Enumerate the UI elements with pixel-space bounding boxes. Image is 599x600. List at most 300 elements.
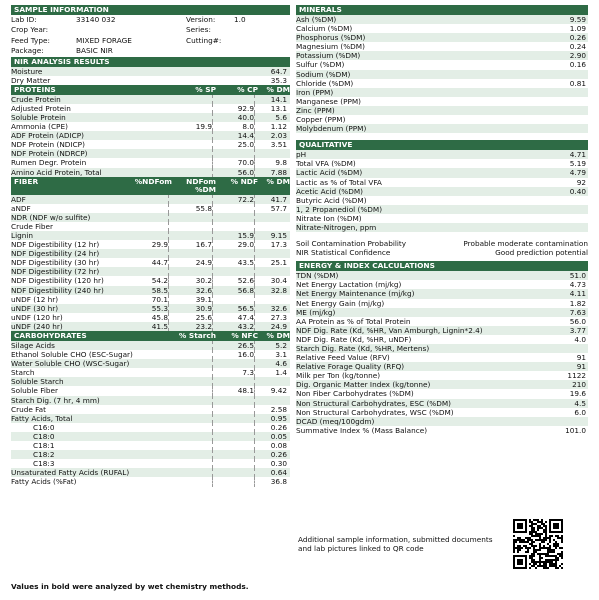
row-value: 70.0 — [213, 158, 255, 167]
table-row — [11, 204, 290, 213]
row-value — [169, 468, 213, 477]
row-label: C18:1 — [33, 441, 55, 451]
row-value — [169, 396, 213, 405]
col-ndfom-dm-header: NDFom %DM — [186, 176, 216, 194]
row-value: 25.1 — [270, 258, 287, 268]
row-label: Starch Dig. Rate (Kd, %HR, Mertens) — [296, 344, 430, 353]
row-value: 9.59 — [569, 15, 586, 24]
row-value: 9.42 — [270, 386, 287, 396]
row-label: Sulfur (%DM) — [296, 60, 345, 70]
row-value: Probable moderate contamination — [463, 239, 588, 249]
row-value — [526, 223, 586, 232]
row-label: aNDF — [11, 203, 31, 213]
row-value — [255, 295, 287, 304]
row-label: TDN (%DM) — [296, 271, 339, 281]
row-value — [213, 423, 255, 432]
row-label: Lignin — [11, 230, 34, 240]
row-label: C16:0 — [33, 422, 55, 432]
table-row — [296, 88, 588, 97]
row-value — [123, 249, 169, 258]
lab-id-label: Lab ID: — [11, 15, 37, 24]
row-label: Rumen Degr. Protein — [11, 158, 87, 168]
contamination-table — [296, 239, 588, 257]
row-value: 1.12 — [270, 122, 287, 132]
table-row — [296, 426, 588, 435]
row-value: 3.77 — [569, 325, 586, 335]
row-label: NDF Digestibility (72 hr) — [11, 267, 100, 277]
row-value: 29.9 — [123, 240, 169, 249]
row-value: 14.1 — [270, 94, 287, 104]
row-value: 0.26 — [270, 422, 287, 432]
row-value — [213, 432, 255, 441]
row-label: C18:0 — [33, 431, 55, 441]
table-row — [296, 124, 588, 133]
row-label: Net Energy Lactation (mj/kg) — [296, 280, 402, 290]
row-value: 9.15 — [270, 230, 287, 240]
col-ndfom-header: %NDFom — [134, 176, 172, 186]
info-row — [11, 46, 290, 56]
table-row — [296, 15, 588, 24]
row-value: 4.6 — [275, 359, 287, 369]
row-value: 5.6 — [275, 112, 287, 122]
table-row — [11, 359, 290, 368]
row-label: Amino Acid Protein, Total — [11, 167, 102, 177]
table-row — [296, 70, 588, 79]
energy-header — [296, 261, 588, 271]
row-value: 3.51 — [270, 140, 287, 150]
row-label: NDF Digestibility (24 hr) — [11, 249, 100, 259]
row-value — [213, 249, 255, 258]
row-value: 5.19 — [569, 159, 586, 169]
row-label: uNDF (120 hr) — [11, 312, 63, 322]
row-value: 36.8 — [270, 477, 287, 487]
proteins-header — [11, 85, 290, 95]
table-row — [296, 408, 588, 417]
table-row — [296, 196, 588, 205]
row-value — [173, 158, 213, 167]
row-value — [213, 359, 255, 368]
table-row — [11, 258, 290, 267]
row-value — [169, 414, 213, 423]
row-value: 40.0 — [213, 113, 255, 122]
row-value: 56.0 — [213, 168, 255, 177]
row-value: 13.1 — [270, 103, 287, 113]
row-value — [123, 222, 169, 231]
row-label: Summative Index % (Mass Balance) — [296, 425, 428, 435]
row-value: 0.64 — [270, 468, 287, 478]
table-row — [11, 441, 290, 450]
table-row — [296, 168, 588, 177]
row-value: 4.79 — [569, 168, 586, 178]
row-label: Iron (PPM) — [296, 87, 334, 97]
qr-code-icon[interactable] — [513, 519, 563, 569]
additional-info-note: Additional sample information, submitted documents and lab pictures linked to QR code — [298, 535, 493, 554]
fiber-title: FIBER — [14, 176, 39, 186]
row-value — [213, 396, 255, 405]
row-label: Non Fiber Carbohydrates (%DM) — [296, 389, 414, 399]
row-value — [213, 267, 255, 276]
row-label: Starch Dig. (7 hr, 4 mm) — [11, 395, 100, 405]
row-value — [255, 213, 287, 222]
row-label: Butyric Acid (%DM) — [296, 195, 367, 205]
row-value: 1122 — [567, 371, 586, 381]
row-label: NDF Digestibility (30 hr) — [11, 258, 100, 268]
row-value: 72.2 — [213, 195, 255, 204]
row-label: Phosphorus (%DM) — [296, 33, 366, 43]
row-value — [169, 222, 213, 231]
row-value: 43.5 — [213, 258, 255, 267]
row-value: 1.09 — [569, 24, 586, 34]
energy-table — [296, 271, 588, 435]
row-label: Crude Fat — [11, 404, 47, 414]
row-value — [169, 341, 213, 350]
row-label: Nitrate-Nitrogen, ppm — [296, 222, 377, 232]
row-label: Net Energy Maintenance (mj/kg) — [296, 289, 415, 299]
row-label: Fatty Acids, Total — [11, 413, 73, 423]
table-row — [11, 405, 290, 414]
row-value: 64.7 — [270, 66, 287, 76]
row-value — [169, 231, 213, 240]
table-row — [296, 187, 588, 196]
table-row — [11, 67, 290, 76]
table-row — [11, 368, 290, 377]
row-value — [169, 368, 213, 377]
row-label: NDF Dig. Rate (Kd, %HR, uNDF) — [296, 334, 412, 344]
table-row — [11, 76, 290, 85]
row-value: 1.82 — [569, 298, 586, 308]
table-row — [296, 399, 588, 408]
row-value: 51.0 — [569, 271, 586, 281]
table-row — [296, 335, 588, 344]
row-value — [169, 405, 213, 414]
table-row — [11, 386, 290, 395]
table-row — [296, 239, 588, 248]
row-label: DCAD (meq/100gdm) — [296, 416, 375, 426]
row-label: NIR Statistical Confidence — [296, 248, 391, 258]
row-label: ADF Protein (ADICP) — [11, 131, 84, 141]
row-value: 19.9 — [173, 122, 213, 131]
table-row — [296, 353, 588, 362]
table-row — [296, 389, 588, 398]
row-label: C18:2 — [33, 450, 55, 460]
table-row — [296, 317, 588, 326]
cutting-label: Cutting#: — [186, 35, 222, 45]
row-value: 0.40 — [569, 186, 586, 196]
row-value — [169, 450, 213, 459]
info-row — [11, 15, 290, 25]
nir-header — [11, 57, 290, 67]
table-row — [11, 468, 290, 477]
table-row — [296, 248, 588, 257]
package-label: Package: — [11, 46, 44, 56]
row-value — [213, 450, 255, 459]
row-value: Good prediction potential — [495, 248, 588, 258]
col-fiber-dm-header: % DM — [266, 176, 290, 186]
row-label: NDF Digestibility (12 hr) — [11, 240, 100, 250]
row-value: 91 — [576, 362, 586, 372]
row-label: C18:3 — [33, 459, 55, 469]
row-value — [526, 196, 586, 205]
table-row — [11, 231, 290, 240]
minerals-title: MINERALS — [299, 5, 342, 14]
row-value — [123, 267, 169, 276]
row-value: 41.5 — [123, 322, 169, 331]
col-ndf-header: % NDF — [230, 176, 258, 186]
row-label: uNDF (240 hr) — [11, 321, 63, 331]
row-value — [169, 213, 213, 222]
row-value: 6.0 — [574, 407, 586, 417]
feed-type-value: MIXED FORAGE — [76, 35, 132, 45]
row-label: Magnesium (%DM) — [296, 42, 365, 52]
row-value — [526, 115, 586, 124]
row-value: 27.3 — [270, 312, 287, 322]
table-row — [11, 213, 290, 222]
table-row — [296, 97, 588, 106]
row-label: Nitrate Ion (%DM) — [296, 213, 362, 223]
row-value: 14.4 — [213, 131, 255, 140]
row-value: 45.8 — [123, 313, 169, 322]
nir-table — [11, 67, 290, 85]
col-carb-dm-header: % DM — [266, 331, 290, 340]
row-label: uNDF (30 hr) — [11, 303, 59, 313]
row-value — [526, 88, 586, 97]
fiber-table — [11, 195, 290, 331]
row-label: Potassium (%DM) — [296, 51, 361, 61]
row-label: Sodium (%DM) — [296, 69, 351, 79]
table-row — [11, 377, 290, 386]
row-label: Soluble Starch — [11, 377, 64, 387]
row-label: Moisture — [11, 66, 43, 76]
row-value: 4.5 — [574, 398, 586, 408]
row-label: AA Protein as % of Total Protein — [296, 316, 411, 326]
table-row — [11, 195, 290, 204]
minerals-table — [296, 15, 588, 133]
row-value — [173, 104, 213, 113]
row-label: Lactic Acid (%DM) — [296, 168, 363, 178]
row-label: Unsaturated Fatty Acids (RUFAL) — [11, 468, 130, 478]
row-value: 25.0 — [213, 140, 255, 149]
row-value: 55.8 — [169, 204, 213, 213]
sample-info-header — [11, 5, 290, 15]
table-row — [296, 159, 588, 168]
row-label: Copper (PPM) — [296, 115, 346, 125]
table-row — [11, 240, 290, 249]
row-value: 7.63 — [569, 307, 586, 317]
row-value — [255, 377, 287, 386]
table-row — [296, 178, 588, 187]
row-value — [213, 414, 255, 423]
table-row — [296, 33, 588, 42]
carbs-table — [11, 341, 290, 487]
row-label: Calcium (%DM) — [296, 24, 353, 34]
row-label: Relative Feed Value (RFV) — [296, 353, 390, 363]
row-label: NDF Protein (NDRCP) — [11, 149, 88, 159]
row-label: NDF Dig. Rate (Kd, %HR, Van Amburgh, Lignin*2.4) — [296, 325, 483, 335]
row-value — [213, 459, 255, 468]
row-value: 23.2 — [169, 322, 213, 331]
row-label: 1, 2 Propanediol (%DM) — [296, 204, 383, 214]
table-row — [11, 122, 290, 131]
carbs-header — [11, 331, 290, 341]
row-label: Dig. Organic Matter Index (kg/tonne) — [296, 380, 431, 390]
row-value: 7.3 — [213, 368, 255, 377]
table-row — [296, 60, 588, 69]
table-row — [11, 158, 290, 167]
row-value — [169, 195, 213, 204]
row-value: 54.2 — [123, 276, 169, 285]
table-row — [296, 150, 588, 159]
row-label: Relative Forage Quality (RFQ) — [296, 362, 405, 372]
row-value: 4.73 — [569, 280, 586, 290]
row-value: 101.0 — [565, 425, 586, 435]
row-value — [538, 344, 586, 353]
col-nfc-header: % NFC — [231, 331, 258, 340]
row-value: 56.0 — [569, 316, 586, 326]
row-value — [173, 131, 213, 140]
row-value — [169, 423, 213, 432]
col-sp-header: % SP — [195, 84, 216, 94]
table-row — [11, 267, 290, 276]
row-value — [213, 295, 255, 304]
row-value: 7.88 — [270, 167, 287, 177]
row-label: Crude Fiber — [11, 221, 53, 231]
row-label: NDR (NDF w/o sulfite) — [11, 212, 91, 222]
info-row — [11, 25, 290, 35]
row-label: Starch — [11, 368, 35, 378]
col-starch-header: % Starch — [178, 331, 216, 340]
table-row — [296, 106, 588, 115]
table-row — [296, 371, 588, 380]
row-value — [123, 213, 169, 222]
row-label: Soil Contamination Probability — [296, 239, 407, 249]
table-row — [11, 149, 290, 158]
version-label: Version: — [186, 15, 216, 24]
row-value: 92.9 — [213, 104, 255, 113]
row-value — [173, 168, 213, 177]
row-value — [169, 359, 213, 368]
qualitative-title: QUALITATIVE — [299, 140, 353, 150]
table-row — [296, 205, 588, 214]
row-label: Non Structural Carbohydrates, ESC (%DM) — [296, 398, 451, 408]
row-label: Soluble Fiber — [11, 386, 59, 396]
row-value — [526, 106, 586, 115]
right-column — [296, 5, 588, 435]
table-row — [296, 271, 588, 280]
row-value: 4.0 — [574, 334, 586, 344]
package-value: BASIC NIR — [76, 46, 113, 56]
feed-type-label: Feed Type: — [11, 35, 50, 45]
table-row — [11, 249, 290, 258]
row-value — [526, 124, 586, 133]
row-value — [213, 441, 255, 450]
version-value: 1.0 — [234, 15, 246, 24]
table-row — [11, 477, 290, 486]
row-value: 30.9 — [169, 304, 213, 313]
row-value: 2.03 — [270, 131, 287, 141]
row-label: Zinc (PPM) — [296, 105, 335, 115]
table-row — [11, 286, 290, 295]
row-value: 39.1 — [169, 295, 213, 304]
table-row — [11, 168, 290, 177]
row-value: 19.6 — [569, 389, 586, 399]
row-value: 47.4 — [213, 313, 255, 322]
row-value: 0.16 — [569, 60, 586, 70]
row-value: 0.26 — [569, 33, 586, 43]
row-value — [255, 149, 287, 158]
row-value: 58.5 — [123, 286, 169, 295]
sample-info-block — [11, 15, 290, 57]
sample-info-title: SAMPLE INFORMATION — [14, 5, 109, 14]
row-label: Non Structural Carbohydrates, WSC (%DM) — [296, 407, 454, 417]
nir-title: NIR ANALYSIS RESULTS — [14, 56, 110, 66]
table-row — [296, 417, 588, 426]
table-row — [296, 51, 588, 60]
row-label: ME (mj/kg) — [296, 307, 336, 317]
table-row — [11, 414, 290, 423]
row-label: Soluble Protein — [11, 112, 66, 122]
row-value — [526, 70, 586, 79]
row-value: 91 — [576, 353, 586, 363]
row-value: 3.1 — [275, 350, 287, 360]
table-row — [296, 344, 588, 353]
row-label: Adjusted Protein — [11, 103, 71, 113]
row-label: NDF Digestibility (120 hr) — [11, 276, 104, 286]
series-label: Series: — [186, 25, 211, 35]
row-label: Ethanol Soluble CHO (ESC-Sugar) — [11, 350, 133, 360]
row-value — [526, 205, 586, 214]
row-label: Dry Matter — [11, 75, 51, 85]
table-row — [11, 341, 290, 350]
table-row — [296, 308, 588, 317]
row-value: 17.3 — [270, 240, 287, 250]
row-value — [173, 95, 213, 104]
row-value: 48.1 — [213, 386, 255, 395]
row-value: 29.0 — [213, 240, 255, 249]
row-value — [213, 377, 255, 386]
table-row — [296, 223, 588, 232]
row-label: Manganese (PPM) — [296, 96, 362, 106]
row-value — [526, 97, 586, 106]
left-column — [11, 5, 290, 487]
row-value: 32.6 — [270, 303, 287, 313]
row-value — [173, 149, 213, 158]
row-value: 32.6 — [169, 286, 213, 295]
row-value: 35.3 — [270, 75, 287, 85]
row-value — [538, 417, 586, 426]
row-value: 44.7 — [123, 258, 169, 267]
row-value — [169, 432, 213, 441]
row-value — [213, 95, 255, 104]
fiber-header — [11, 177, 290, 195]
row-value — [169, 267, 213, 276]
row-value: 30.4 — [270, 276, 287, 286]
row-value — [169, 377, 213, 386]
table-row — [11, 432, 290, 441]
table-row — [11, 295, 290, 304]
row-value — [123, 204, 169, 213]
row-value — [123, 231, 169, 240]
table-row — [296, 42, 588, 51]
row-label: Milk per Ton (kg/tonne) — [296, 371, 381, 381]
row-value — [213, 204, 255, 213]
row-value — [255, 222, 287, 231]
row-label: Total VFA (%DM) — [296, 159, 356, 169]
row-value — [213, 405, 255, 414]
table-row — [296, 326, 588, 335]
row-value: 25.6 — [169, 313, 213, 322]
table-row — [11, 140, 290, 149]
table-row — [11, 276, 290, 285]
